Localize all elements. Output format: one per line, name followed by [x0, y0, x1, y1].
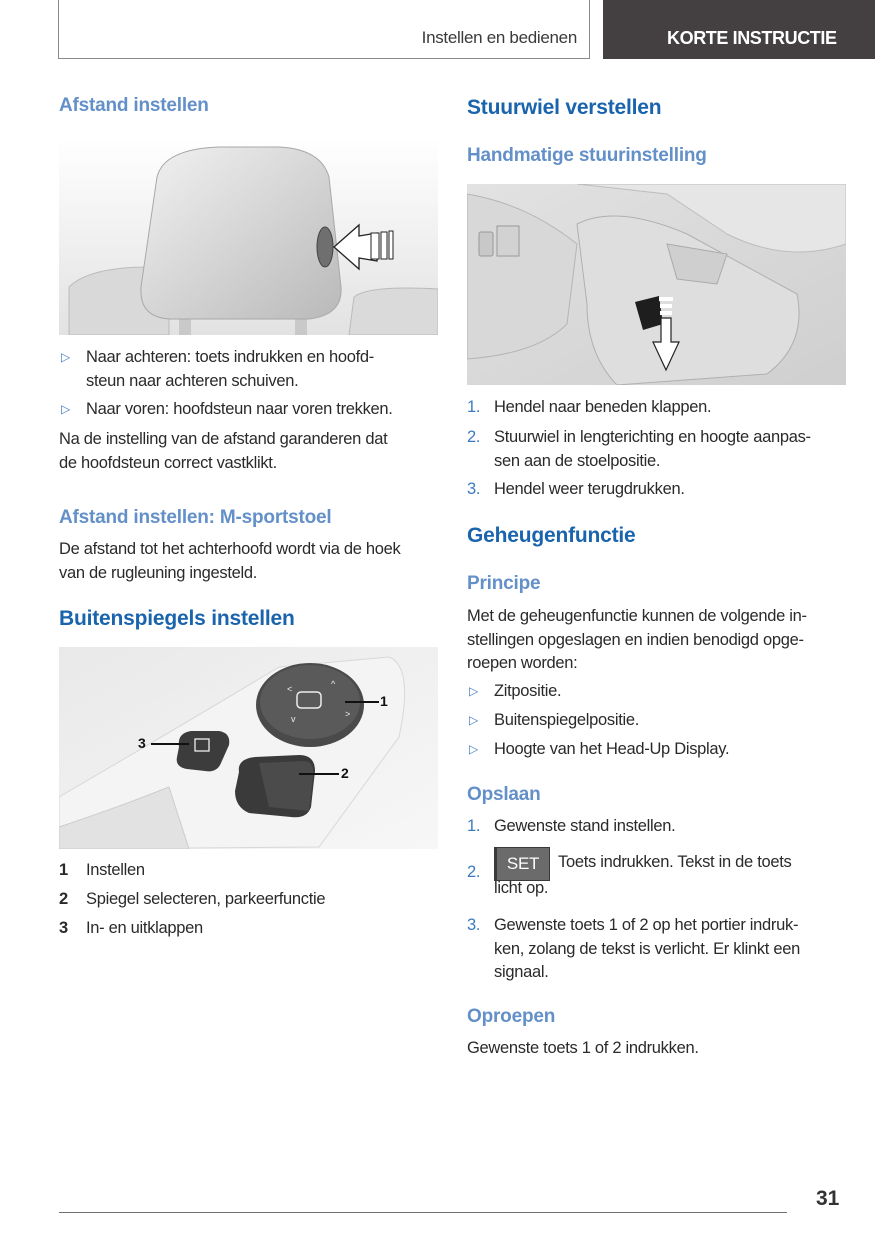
step-item: 2. Stuurwiel in lengterichting en hoogte aanpas- sen aan de stoelpositie. [467, 428, 811, 470]
svg-text:^: ^ [331, 679, 336, 689]
heading-geheugenfunctie: Geheugenfunctie [467, 524, 636, 547]
heading-oproepen: Oproepen [467, 1006, 556, 1027]
bullet-item: ▷ Hoogte van het Head-Up Display. [467, 738, 857, 762]
heading-opslaan: Opslaan [467, 784, 541, 805]
step-item: 3. Gewenste toets 1 of 2 op het portier indruk- ken, zolang de tekst is verlicht. Er klinkt een signaal. [467, 916, 800, 981]
headrest-illustration [59, 137, 438, 335]
afstand-note: Na de instelling van de afstand garanderen dat de hoofdsteun correct vastklikt. [59, 430, 388, 472]
svg-text:>: > [345, 709, 351, 719]
svg-text:<: < [287, 684, 293, 694]
heading-m-sportstoel: Afstand instellen: M-sportstoel [59, 507, 332, 528]
section-title: Instellen en bedienen [421, 28, 577, 47]
steering-column-drawing [467, 184, 846, 385]
m-sportstoel-text: De afstand tot het achterhoofd wordt via de hoek van de rugleuning ingesteld. [59, 540, 401, 582]
triangle-bullet-icon: ▷ [61, 402, 70, 416]
footer-divider [59, 1212, 787, 1213]
triangle-bullet-icon: ▷ [469, 684, 478, 698]
legend-item: 1 Instellen [59, 861, 145, 879]
chapter-tab-label: KORTE INSTRUCTIE [667, 28, 837, 48]
heading-handmatige-stuurinstelling: Handmatige stuurinstelling [467, 145, 707, 166]
triangle-bullet-icon: ▷ [469, 713, 478, 727]
bullet-item: ▷ Buitenspiegelpositie. [467, 709, 857, 733]
step-item: 2. SET Toets indrukken. Tekst in de toets licht op. [467, 849, 857, 901]
step-item: 3. Hendel weer terugdrukken. [467, 480, 685, 498]
callout-2: 2 [341, 765, 349, 781]
running-header-box [58, 0, 590, 59]
heading-afstand-instellen: Afstand instellen [59, 95, 209, 116]
oproepen-text: Gewenste toets 1 of 2 indrukken. [467, 1039, 699, 1057]
triangle-bullet-icon: ▷ [469, 742, 478, 756]
legend-item: 2 Spiegel selecteren, parkeerfunctie [59, 890, 326, 908]
heading-principe: Principe [467, 573, 541, 594]
svg-text:v: v [291, 714, 296, 724]
set-button[interactable]: SET [494, 847, 550, 881]
callout-3: 3 [138, 735, 146, 751]
principe-text: Met de geheugenfunctie kunnen de volgende in- stellingen opgeslagen en indien benodigd opge- roepen worden: [467, 607, 807, 672]
legend-item: 3 In- en uitklappen [59, 919, 203, 937]
step-item: 1. Hendel naar beneden klappen. [467, 398, 712, 416]
step-item: 1. Gewenste stand instellen. [467, 817, 676, 835]
mirror-controls-drawing [59, 647, 438, 849]
bullet-item: ▷ Zitpositie. [467, 680, 857, 704]
bullet-item: ▷ Naar achteren: toets indrukken en hoofd- steun naar achteren schuiven. [61, 348, 374, 390]
page-number: 31 [816, 1187, 840, 1210]
steering-column-lever-illustration [467, 184, 846, 385]
bullet-item: ▷ Naar voren: hoofdsteun naar voren trekken. [59, 398, 439, 422]
heading-buitenspiegels: Buitenspiegels instellen [59, 607, 295, 630]
mirror-controls-illustration [59, 647, 438, 849]
chapter-tab[interactable] [603, 0, 875, 59]
triangle-bullet-icon: ▷ [61, 350, 70, 364]
headrest-drawing [59, 137, 438, 335]
callout-1: 1 [380, 693, 388, 709]
heading-stuurwiel: Stuurwiel verstellen [467, 96, 662, 119]
